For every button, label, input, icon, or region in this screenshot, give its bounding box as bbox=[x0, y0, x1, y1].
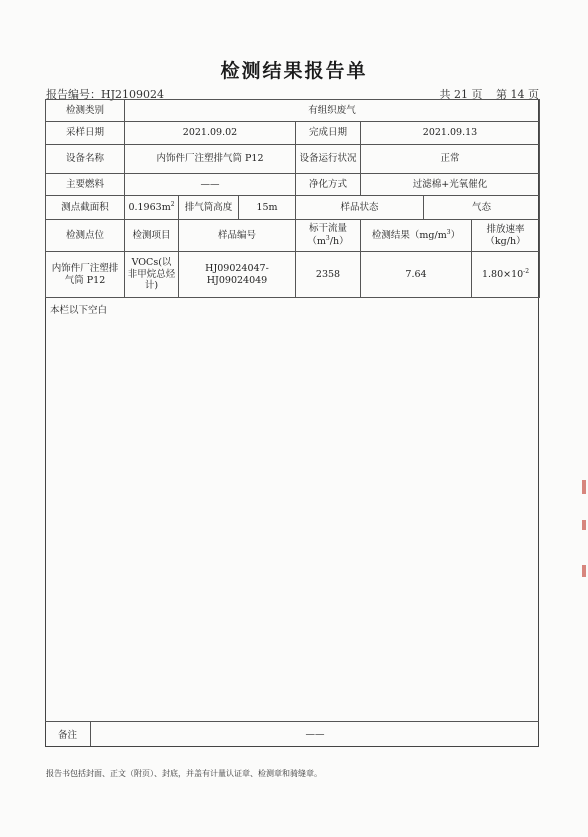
sampling-date-label: 采样日期 bbox=[46, 122, 125, 145]
stack-height-value: 15m bbox=[239, 196, 296, 220]
seal-edge-mark bbox=[582, 480, 586, 494]
equipment-name-value: 内饰件厂注塑排气筒 P12 bbox=[125, 145, 296, 174]
completion-date-value: 2021.09.13 bbox=[361, 122, 540, 145]
blank-below-note: 本栏以下空白 bbox=[50, 305, 108, 316]
main-fuel-label: 主要燃料 bbox=[46, 174, 125, 196]
cell-item: VOCs(以非甲烷总烃计) bbox=[125, 252, 179, 298]
page-current: 第 14 页 bbox=[496, 88, 539, 101]
main-fuel-value: —— bbox=[125, 174, 296, 196]
remarks-label: 备注 bbox=[45, 721, 91, 746]
equipment-status-value: 正常 bbox=[361, 145, 540, 174]
seal-edge-mark bbox=[582, 565, 586, 577]
cell-result: 7.64 bbox=[361, 252, 472, 298]
category-value: 有组织废气 bbox=[125, 100, 540, 122]
report-number: 报告编号：HJ2109024 bbox=[46, 88, 164, 101]
result-table bbox=[45, 99, 540, 298]
row-category bbox=[46, 100, 540, 122]
sampling-date-value: 2021.09.02 bbox=[125, 122, 296, 145]
cell-flow: 2358 bbox=[296, 252, 361, 298]
row-section bbox=[46, 196, 540, 220]
section-area-label: 测点截面积 bbox=[46, 196, 125, 220]
sample-state-label: 样品状态 bbox=[296, 196, 424, 220]
equipment-name-label: 设备名称 bbox=[46, 145, 125, 174]
cell-location: 内饰件厂注塑排气筒 P12 bbox=[46, 252, 125, 298]
row-headers bbox=[46, 220, 540, 252]
row-fuel bbox=[46, 174, 540, 196]
cell-sample-no: HJ09024047-HJ09024049 bbox=[179, 252, 296, 298]
header-item: 检测项目 bbox=[125, 220, 179, 252]
purification-label: 净化方式 bbox=[296, 174, 361, 196]
row-equipment bbox=[46, 145, 540, 174]
footer-note: 报告书包括封面、正文（附页）、封底，并盖有计量认证章、检测章和骑缝章。 bbox=[46, 769, 322, 778]
header-location: 检测点位 bbox=[46, 220, 125, 252]
section-area-value: $0.1963m^2$ bbox=[125, 196, 179, 220]
stack-height-label: 排气筒高度 bbox=[179, 196, 239, 220]
table-row bbox=[46, 252, 540, 298]
row-dates bbox=[46, 122, 540, 145]
seal-edge-mark bbox=[582, 520, 586, 530]
remarks-value: —— bbox=[91, 721, 539, 746]
header-flow: 标干流量 $(m^3/h)$ bbox=[296, 220, 361, 252]
page-total: 共 21 页 bbox=[439, 88, 483, 101]
page-title: 检测结果报告单 bbox=[220, 60, 368, 82]
category-label: 检测类别 bbox=[46, 100, 125, 122]
purification-value: 过滤棉+光氧催化 bbox=[361, 174, 540, 196]
header-sample-no: 样品编号 bbox=[179, 220, 296, 252]
equipment-status-label: 设备运行状况 bbox=[296, 145, 361, 174]
cell-rate: $1.80\times 10^{-2}$ bbox=[472, 252, 540, 298]
sample-state-value: 气态 bbox=[424, 196, 540, 220]
completion-date-label: 完成日期 bbox=[296, 122, 361, 145]
header-rate: 排放速率 （kg/h） bbox=[472, 220, 540, 252]
header-result: 检测结果$(mg/m^3)$ bbox=[361, 220, 472, 252]
